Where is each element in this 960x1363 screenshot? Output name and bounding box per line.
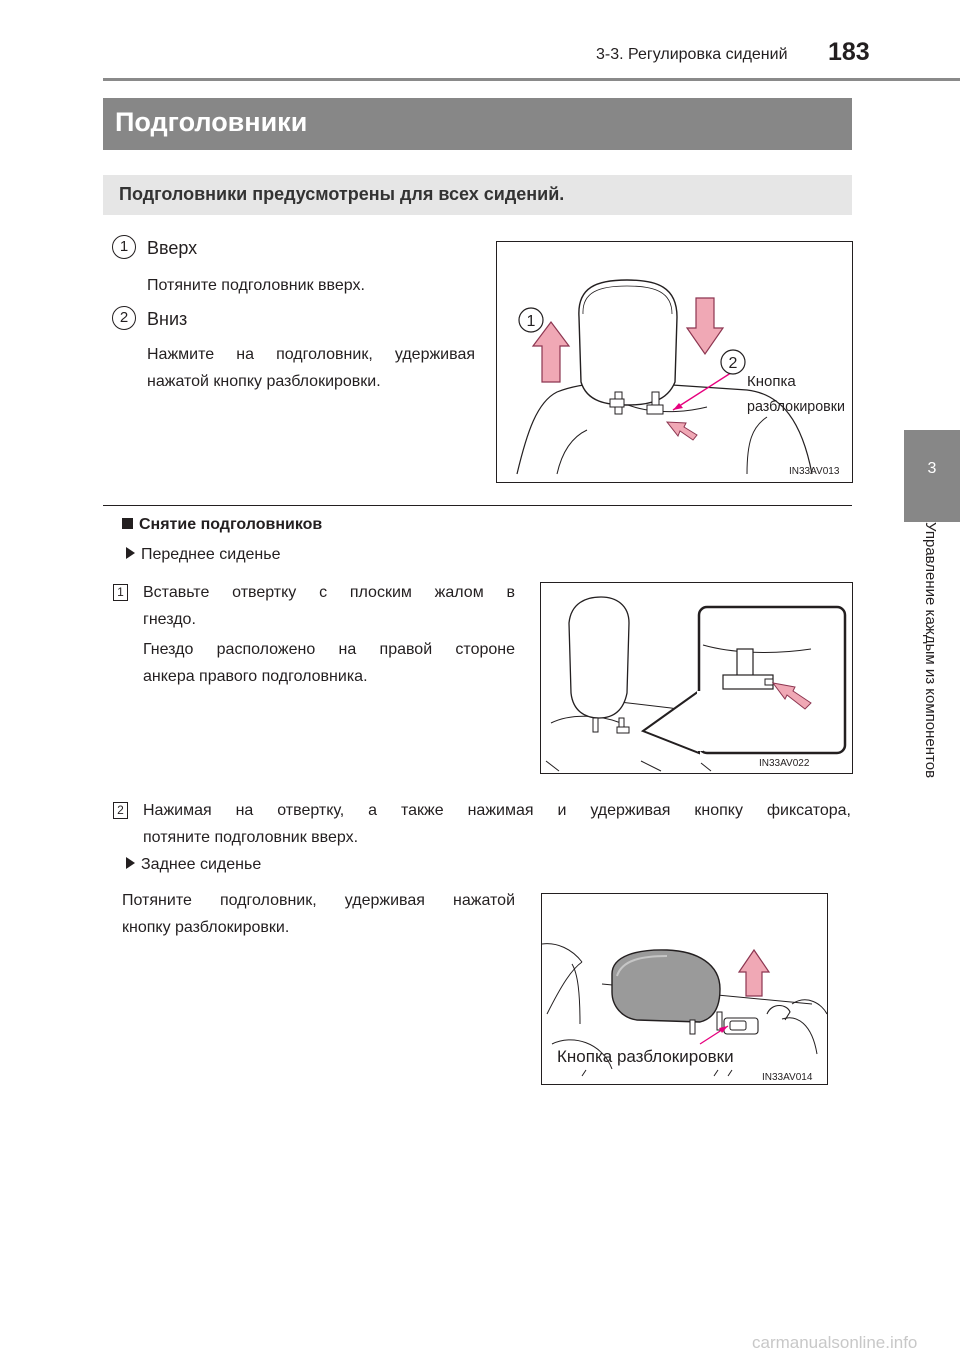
rear-seat-subheading — [126, 856, 261, 874]
figure-code-2: IN33AV022 — [759, 758, 810, 769]
chapter-tab — [904, 430, 960, 522]
chapter-title: Управление каждым из компонентов — [922, 522, 939, 779]
item-number-2: 2 — [112, 306, 136, 330]
step-number-2: 2 — [113, 802, 128, 819]
item-text-down-line2: нажатой кнопку разблокировки. — [147, 373, 381, 390]
figure-callout-2: 2 — [728, 355, 738, 372]
step1-line4: анкера правого подголовника. — [143, 668, 368, 685]
step1-line2: гнездо. — [143, 611, 196, 628]
rear-seat-illustration — [542, 894, 827, 1084]
figure-rear-seat — [541, 893, 828, 1085]
step2-line2: потяните подголовник вверх. — [143, 829, 359, 846]
item-number-1: 1 — [112, 235, 136, 259]
figure-callout-1: 1 — [526, 313, 536, 330]
removal-heading-text: Снятие подголовников — [139, 516, 323, 533]
front-seat-subheading-text: Переднее сиденье — [141, 546, 281, 563]
watermark: carmanualsonline.info — [752, 1333, 918, 1352]
page-number: 183 — [828, 38, 870, 66]
figure-rear-button-label: Кнопка разблокировки — [557, 1047, 734, 1066]
subtitle-band — [103, 175, 852, 215]
removal-heading — [122, 516, 322, 534]
section-reference: 3-3. Регулировка сидений — [596, 46, 788, 63]
step1-line3: Гнездо расположено на правой стороне — [143, 641, 515, 658]
triangle-bullet-icon — [126, 857, 135, 869]
item-label-up: Вверх — [147, 238, 198, 258]
figure-button-label-line2: разблокировки — [747, 398, 845, 415]
square-bullet-icon — [122, 518, 133, 529]
header-rule — [103, 78, 960, 81]
chapter-title-vertical — [904, 522, 960, 832]
title-band — [103, 98, 852, 150]
item-text-up: Потяните подголовник вверх. — [147, 277, 365, 294]
triangle-bullet-icon — [126, 547, 135, 559]
step1-line1: Вставьте отвертку с плоским жалом в — [143, 584, 515, 601]
figure-code-1: IN33AV013 — [789, 466, 840, 477]
step-number-1: 1 — [113, 584, 128, 601]
step2-line1: Нажимая на отвертку, а также нажимая и удерживая кнопку фиксатора, — [143, 802, 851, 819]
headrest-adjust-illustration — [497, 242, 852, 482]
item-text-down-line1: Нажмите на подголовник, удерживая — [147, 346, 475, 363]
front-seat-illustration — [541, 583, 852, 773]
figure-button-label-line1: Кнопка — [747, 373, 796, 390]
page-title: Подголовники — [115, 107, 308, 137]
rear-text-line2: кнопку разблокировки. — [122, 919, 290, 936]
figure-front-seat — [540, 582, 853, 774]
chapter-number: 3 — [927, 460, 937, 477]
page-subtitle: Подголовники предусмотрены для всех сидений. — [119, 184, 565, 204]
rear-text-line1: Потяните подголовник, удерживая нажатой — [122, 892, 515, 909]
rear-seat-subheading-text: Заднее сиденье — [141, 856, 262, 873]
figure-code-3: IN33AV014 — [762, 1072, 813, 1083]
figure-headrest-adjust — [496, 241, 853, 483]
section-divider — [103, 505, 852, 506]
front-seat-subheading — [126, 546, 281, 564]
item-label-down: Вниз — [147, 309, 188, 329]
